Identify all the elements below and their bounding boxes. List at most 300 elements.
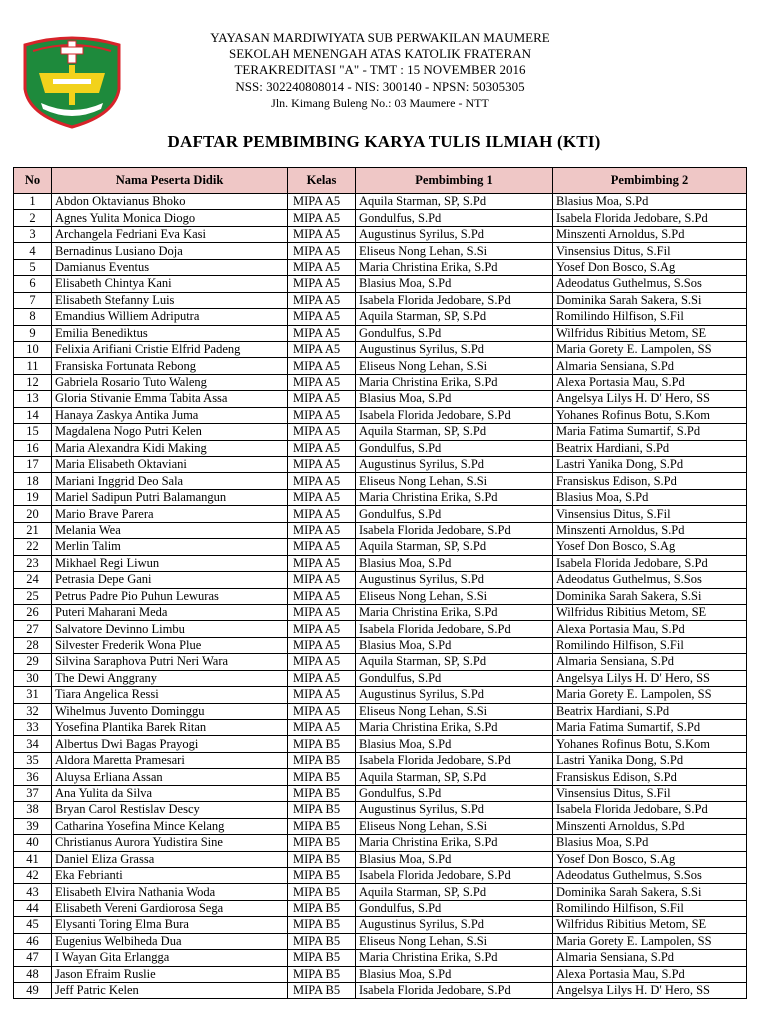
class-name: MIPA A5 — [288, 259, 356, 275]
table-row — [14, 210, 747, 226]
table-row — [14, 983, 747, 999]
student-name: Wihelmus Juvento Dominggu — [52, 703, 288, 719]
student-name: Silvester Frederik Wona Plue — [52, 637, 288, 653]
supervisor-2: Maria Gorety E. Lampolen, SS — [553, 341, 747, 357]
row-number: 21 — [14, 522, 52, 538]
supervisor-2: Fransiskus Edison, S.Pd — [553, 769, 747, 785]
supervisor-2: Adeodatus Guthelmus, S.Sos — [553, 867, 747, 883]
supervisor-1: Augustinus Syrilus, S.Pd — [356, 917, 553, 933]
supervisor-1: Maria Christina Erika, S.Pd — [356, 950, 553, 966]
supervisor-2: Almaria Sensiana, S.Pd — [553, 654, 747, 670]
row-number: 25 — [14, 588, 52, 604]
table-header-row — [14, 168, 747, 194]
student-name: Emandius Williem Adriputra — [52, 309, 288, 325]
row-number: 33 — [14, 720, 52, 736]
table-row — [14, 374, 747, 390]
row-number: 36 — [14, 769, 52, 785]
student-name: Petrasia Depe Gani — [52, 572, 288, 588]
table-row — [14, 621, 747, 637]
row-number: 18 — [14, 473, 52, 489]
student-name: Eugenius Welbiheda Dua — [52, 933, 288, 949]
supervisor-1: Augustinus Syrilus, S.Pd — [356, 572, 553, 588]
row-number: 32 — [14, 703, 52, 719]
student-name: Elysanti Toring Elma Bura — [52, 917, 288, 933]
student-name: Albertus Dwi Bagas Prayogi — [52, 736, 288, 752]
class-name: MIPA B5 — [288, 802, 356, 818]
row-number: 28 — [14, 637, 52, 653]
row-number: 2 — [14, 210, 52, 226]
school-crest-icon — [19, 33, 125, 129]
supervisor-2: Lastri Yanika Dong, S.Pd — [553, 752, 747, 768]
supervisor-2: Wilfridus Ribitius Metom, SE — [553, 917, 747, 933]
header-no: No — [14, 168, 52, 194]
class-name: MIPA B5 — [288, 867, 356, 883]
table-row — [14, 325, 747, 341]
supervisor-1: Aquila Starman, SP, S.Pd — [356, 769, 553, 785]
class-name: MIPA A5 — [288, 391, 356, 407]
student-name: Agnes Yulita Monica Diogo — [52, 210, 288, 226]
row-number: 30 — [14, 670, 52, 686]
table-body — [14, 194, 747, 999]
table-row — [14, 358, 747, 374]
supervisor-2: Isabela Florida Jedobare, S.Pd — [553, 802, 747, 818]
supervisor-1: Isabela Florida Jedobare, S.Pd — [356, 407, 553, 423]
student-name: Mikhael Regi Liwun — [52, 555, 288, 571]
row-number: 41 — [14, 851, 52, 867]
student-name: I Wayan Gita Erlangga — [52, 950, 288, 966]
class-name: MIPA B5 — [288, 900, 356, 916]
table-row — [14, 769, 747, 785]
supervisor-table — [13, 167, 747, 999]
supervisor-2: Beatrix Hardiani, S.Pd — [553, 440, 747, 456]
row-number: 9 — [14, 325, 52, 341]
supervisor-2: Alexa Portasia Mau, S.Pd — [553, 374, 747, 390]
student-name: Aldora Maretta Pramesari — [52, 752, 288, 768]
table-row — [14, 785, 747, 801]
supervisor-1: Gondulfus, S.Pd — [356, 440, 553, 456]
header-supervisor-2: Pembimbing 2 — [553, 168, 747, 194]
student-name: Christianus Aurora Yudistira Sine — [52, 835, 288, 851]
supervisor-2: Yohanes Rofinus Botu, S.Kom — [553, 736, 747, 752]
table-row — [14, 736, 747, 752]
supervisor-1: Eliseus Nong Lehan, S.Si — [356, 703, 553, 719]
supervisor-1: Isabela Florida Jedobare, S.Pd — [356, 867, 553, 883]
supervisor-1: Aquila Starman, SP, S.Pd — [356, 309, 553, 325]
class-name: MIPA A5 — [288, 292, 356, 308]
table-row — [14, 341, 747, 357]
row-number: 34 — [14, 736, 52, 752]
student-name: Emilia Benediktus — [52, 325, 288, 341]
table-row — [14, 950, 747, 966]
header-class: Kelas — [288, 168, 356, 194]
row-number: 45 — [14, 917, 52, 933]
school-address: Jln. Kimang Buleng No.: 03 Maumere - NTT — [271, 95, 489, 110]
class-name: MIPA A5 — [288, 194, 356, 210]
student-name: Bernadinus Lusiano Doja — [52, 243, 288, 259]
student-name: Gabriela Rosario Tuto Waleng — [52, 374, 288, 390]
supervisor-1: Augustinus Syrilus, S.Pd — [356, 341, 553, 357]
supervisor-1: Blasius Moa, S.Pd — [356, 966, 553, 982]
table-row — [14, 292, 747, 308]
class-name: MIPA B5 — [288, 917, 356, 933]
table-row — [14, 440, 747, 456]
row-number: 7 — [14, 292, 52, 308]
table-row — [14, 588, 747, 604]
row-number: 10 — [14, 341, 52, 357]
supervisor-2: Alexa Portasia Mau, S.Pd — [553, 621, 747, 637]
supervisor-2: Almaria Sensiana, S.Pd — [553, 950, 747, 966]
class-name: MIPA B5 — [288, 950, 356, 966]
class-name: MIPA A5 — [288, 654, 356, 670]
row-number: 37 — [14, 785, 52, 801]
table-row — [14, 194, 747, 210]
student-name: Ana Yulita da Silva — [52, 785, 288, 801]
class-name: MIPA A5 — [288, 407, 356, 423]
letterhead — [160, 30, 600, 111]
row-number: 44 — [14, 900, 52, 916]
supervisor-1: Augustinus Syrilus, S.Pd — [356, 687, 553, 703]
row-number: 46 — [14, 933, 52, 949]
row-number: 48 — [14, 966, 52, 982]
supervisor-2: Dominika Sarah Sakera, S.Si — [553, 292, 747, 308]
table-row — [14, 276, 747, 292]
supervisor-1: Blasius Moa, S.Pd — [356, 637, 553, 653]
class-name: MIPA A5 — [288, 539, 356, 555]
supervisor-1: Aquila Starman, SP, S.Pd — [356, 194, 553, 210]
supervisor-2: Maria Gorety E. Lampolen, SS — [553, 933, 747, 949]
supervisor-1: Gondulfus, S.Pd — [356, 506, 553, 522]
class-name: MIPA A5 — [288, 572, 356, 588]
supervisor-2: Minszenti Arnoldus, S.Pd — [553, 522, 747, 538]
accreditation: TERAKREDITASI "A" - TMT : 15 NOVEMBER 2016 — [234, 62, 526, 78]
supervisor-1: Augustinus Syrilus, S.Pd — [356, 226, 553, 242]
row-number: 24 — [14, 572, 52, 588]
table-row — [14, 407, 747, 423]
class-name: MIPA A5 — [288, 506, 356, 522]
supervisor-2: Angelsya Lilys H. D' Hero, SS — [553, 983, 747, 999]
table-row — [14, 489, 747, 505]
student-name: Mariel Sadipun Putri Balamangun — [52, 489, 288, 505]
class-name: MIPA A5 — [288, 670, 356, 686]
student-name: Jason Efraim Ruslie — [52, 966, 288, 982]
class-name: MIPA A5 — [288, 621, 356, 637]
supervisor-2: Isabela Florida Jedobare, S.Pd — [553, 555, 747, 571]
student-name: Mario Brave Parera — [52, 506, 288, 522]
row-number: 35 — [14, 752, 52, 768]
class-name: MIPA B5 — [288, 785, 356, 801]
class-name: MIPA B5 — [288, 835, 356, 851]
table-row — [14, 391, 747, 407]
class-name: MIPA B5 — [288, 884, 356, 900]
supervisor-1: Isabela Florida Jedobare, S.Pd — [356, 752, 553, 768]
supervisor-1: Blasius Moa, S.Pd — [356, 276, 553, 292]
row-number: 43 — [14, 884, 52, 900]
student-name: Aluysa Erliana Assan — [52, 769, 288, 785]
row-number: 39 — [14, 818, 52, 834]
student-name: The Dewi Anggrany — [52, 670, 288, 686]
supervisor-1: Eliseus Nong Lehan, S.Si — [356, 358, 553, 374]
supervisor-1: Aquila Starman, SP, S.Pd — [356, 539, 553, 555]
supervisor-1: Maria Christina Erika, S.Pd — [356, 259, 553, 275]
supervisor-1: Isabela Florida Jedobare, S.Pd — [356, 621, 553, 637]
student-name: Elisabeth Stefanny Luis — [52, 292, 288, 308]
supervisor-1: Maria Christina Erika, S.Pd — [356, 835, 553, 851]
document-title: DAFTAR PEMBIMBING KARYA TULIS ILMIAH (KTI) — [167, 132, 601, 151]
student-name: Maria Elisabeth Oktaviani — [52, 457, 288, 473]
student-name: Jeff Patric Kelen — [52, 983, 288, 999]
supervisor-2: Dominika Sarah Sakera, S.Si — [553, 588, 747, 604]
supervisor-2: Romilindo Hilfison, S.Fil — [553, 309, 747, 325]
class-name: MIPA A5 — [288, 555, 356, 571]
table-row — [14, 884, 747, 900]
table-row — [14, 654, 747, 670]
table-row — [14, 687, 747, 703]
header-supervisor-1: Pembimbing 1 — [356, 168, 553, 194]
table-row — [14, 851, 747, 867]
student-name: Bryan Carol Restislav Descy — [52, 802, 288, 818]
table-row — [14, 522, 747, 538]
supervisor-2: Adeodatus Guthelmus, S.Sos — [553, 276, 747, 292]
class-name: MIPA A5 — [288, 374, 356, 390]
supervisor-2: Minszenti Arnoldus, S.Pd — [553, 818, 747, 834]
row-number: 15 — [14, 424, 52, 440]
supervisor-2: Blasius Moa, S.Pd — [553, 194, 747, 210]
supervisor-2: Yosef Don Bosco, S.Ag — [553, 539, 747, 555]
supervisor-2: Angelsya Lilys H. D' Hero, SS — [553, 391, 747, 407]
class-name: MIPA A5 — [288, 309, 356, 325]
row-number: 47 — [14, 950, 52, 966]
supervisor-2: Wilfridus Ribitius Metom, SE — [553, 325, 747, 341]
supervisor-2: Isabela Florida Jedobare, S.Pd — [553, 210, 747, 226]
class-name: MIPA A5 — [288, 473, 356, 489]
student-name: Felixia Arifiani Cristie Elfrid Padeng — [52, 341, 288, 357]
row-number: 49 — [14, 983, 52, 999]
supervisor-1: Maria Christina Erika, S.Pd — [356, 374, 553, 390]
supervisor-1: Maria Christina Erika, S.Pd — [356, 720, 553, 736]
supervisor-1: Blasius Moa, S.Pd — [356, 736, 553, 752]
supervisor-1: Gondulfus, S.Pd — [356, 670, 553, 686]
student-name: Elisabeth Elvira Nathania Woda — [52, 884, 288, 900]
table-row — [14, 752, 747, 768]
class-name: MIPA B5 — [288, 851, 356, 867]
class-name: MIPA A5 — [288, 210, 356, 226]
supervisor-1: Gondulfus, S.Pd — [356, 325, 553, 341]
class-name: MIPA A5 — [288, 243, 356, 259]
supervisor-2: Lastri Yanika Dong, S.Pd — [553, 457, 747, 473]
table-row — [14, 424, 747, 440]
row-number: 38 — [14, 802, 52, 818]
student-name: Daniel Eliza Grassa — [52, 851, 288, 867]
table-row — [14, 259, 747, 275]
supervisor-1: Gondulfus, S.Pd — [356, 785, 553, 801]
student-name: Puteri Maharani Meda — [52, 604, 288, 620]
foundation-name: YAYASAN MARDIWIYATA SUB PERWAKILAN MAUMERE — [210, 30, 550, 45]
supervisor-1: Isabela Florida Jedobare, S.Pd — [356, 983, 553, 999]
student-name: Merlin Talim — [52, 539, 288, 555]
class-name: MIPA A5 — [288, 687, 356, 703]
supervisor-1: Aquila Starman, SP, S.Pd — [356, 654, 553, 670]
supervisor-1: Eliseus Nong Lehan, S.Si — [356, 818, 553, 834]
table-row — [14, 917, 747, 933]
school-name: SEKOLAH MENENGAH ATAS KATOLIK FRATERAN — [228, 46, 532, 62]
student-name: Petrus Padre Pio Puhun Lewuras — [52, 588, 288, 604]
supervisor-1: Eliseus Nong Lehan, S.Si — [356, 933, 553, 949]
class-name: MIPA B5 — [288, 966, 356, 982]
class-name: MIPA B5 — [288, 752, 356, 768]
supervisor-2: Maria Gorety E. Lampolen, SS — [553, 687, 747, 703]
table-row — [14, 473, 747, 489]
supervisor-1: Maria Christina Erika, S.Pd — [356, 604, 553, 620]
row-number: 14 — [14, 407, 52, 423]
supervisor-1: Gondulfus, S.Pd — [356, 900, 553, 916]
supervisor-2: Alexa Portasia Mau, S.Pd — [553, 966, 747, 982]
supervisor-1: Eliseus Nong Lehan, S.Si — [356, 473, 553, 489]
student-name: Mariani Inggrid Deo Sala — [52, 473, 288, 489]
supervisor-2: Fransiskus Edison, S.Pd — [553, 473, 747, 489]
supervisor-2: Vinsensius Ditus, S.Fil — [553, 785, 747, 801]
row-number: 1 — [14, 194, 52, 210]
row-number: 13 — [14, 391, 52, 407]
row-number: 22 — [14, 539, 52, 555]
supervisor-2: Wilfridus Ribitius Metom, SE — [553, 604, 747, 620]
supervisor-1: Aquila Starman, SP, S.Pd — [356, 424, 553, 440]
student-name: Melania Wea — [52, 522, 288, 538]
table-row — [14, 539, 747, 555]
class-name: MIPA A5 — [288, 637, 356, 653]
table-row — [14, 966, 747, 982]
class-name: MIPA A5 — [288, 341, 356, 357]
row-number: 40 — [14, 835, 52, 851]
supervisor-1: Isabela Florida Jedobare, S.Pd — [356, 292, 553, 308]
row-number: 11 — [14, 358, 52, 374]
student-name: Yosefina Plantika Barek Ritan — [52, 720, 288, 736]
student-name: Abdon Oktavianus Bhoko — [52, 194, 288, 210]
supervisor-2: Vinsensius Ditus, S.Fil — [553, 506, 747, 522]
supervisor-1: Isabela Florida Jedobare, S.Pd — [356, 522, 553, 538]
table-row — [14, 309, 747, 325]
supervisor-1: Gondulfus, S.Pd — [356, 210, 553, 226]
supervisor-2: Yosef Don Bosco, S.Ag — [553, 259, 747, 275]
supervisor-2: Blasius Moa, S.Pd — [553, 489, 747, 505]
row-number: 31 — [14, 687, 52, 703]
supervisor-2: Almaria Sensiana, S.Pd — [553, 358, 747, 374]
table-row — [14, 555, 747, 571]
table-row — [14, 933, 747, 949]
table-row — [14, 720, 747, 736]
row-number: 8 — [14, 309, 52, 325]
supervisor-2: Yosef Don Bosco, S.Ag — [553, 851, 747, 867]
supervisor-1: Maria Christina Erika, S.Pd — [356, 489, 553, 505]
supervisor-2: Dominika Sarah Sakera, S.Si — [553, 884, 747, 900]
row-number: 17 — [14, 457, 52, 473]
table-row — [14, 818, 747, 834]
row-number: 12 — [14, 374, 52, 390]
header-student-name: Nama Peserta Didik — [52, 168, 288, 194]
supervisor-2: Maria Fatima Sumartif, S.Pd — [553, 720, 747, 736]
class-name: MIPA A5 — [288, 703, 356, 719]
class-name: MIPA A5 — [288, 358, 356, 374]
table-row — [14, 226, 747, 242]
student-name: Archangela Fedriani Eva Kasi — [52, 226, 288, 242]
supervisor-2: Blasius Moa, S.Pd — [553, 835, 747, 851]
class-name: MIPA A5 — [288, 440, 356, 456]
student-name: Silvina Saraphova Putri Neri Wara — [52, 654, 288, 670]
student-name: Gloria Stivanie Emma Tabita Assa — [52, 391, 288, 407]
supervisor-2: Angelsya Lilys H. D' Hero, SS — [553, 670, 747, 686]
row-number: 23 — [14, 555, 52, 571]
class-name: MIPA A5 — [288, 604, 356, 620]
supervisor-2: Romilindo Hilfison, S.Fil — [553, 900, 747, 916]
student-name: Damianus Eventus — [52, 259, 288, 275]
class-name: MIPA A5 — [288, 276, 356, 292]
supervisor-2: Romilindo Hilfison, S.Fil — [553, 637, 747, 653]
row-number: 20 — [14, 506, 52, 522]
student-name: Eka Febrianti — [52, 867, 288, 883]
student-name: Catharina Yosefina Mince Kelang — [52, 818, 288, 834]
class-name: MIPA A5 — [288, 226, 356, 242]
class-name: MIPA A5 — [288, 325, 356, 341]
row-number: 27 — [14, 621, 52, 637]
class-name: MIPA B5 — [288, 818, 356, 834]
class-name: MIPA B5 — [288, 933, 356, 949]
supervisor-2: Yohanes Rofinus Botu, S.Kom — [553, 407, 747, 423]
row-number: 3 — [14, 226, 52, 242]
student-name: Elisabeth Chintya Kani — [52, 276, 288, 292]
student-name: Magdalena Nogo Putri Kelen — [52, 424, 288, 440]
class-name: MIPA B5 — [288, 769, 356, 785]
table-row — [14, 703, 747, 719]
row-number: 42 — [14, 867, 52, 883]
supervisor-2: Minszenti Arnoldus, S.Pd — [553, 226, 747, 242]
class-name: MIPA B5 — [288, 736, 356, 752]
supervisor-1: Aquila Starman, SP, S.Pd — [356, 884, 553, 900]
supervisor-1: Augustinus Syrilus, S.Pd — [356, 802, 553, 818]
row-number: 19 — [14, 489, 52, 505]
table-row — [14, 604, 747, 620]
row-number: 26 — [14, 604, 52, 620]
school-ids: NSS: 302240808014 - NIS: 300140 - NPSN: 50305305 — [235, 78, 525, 94]
row-number: 16 — [14, 440, 52, 456]
student-name: Fransiska Fortunata Rebong — [52, 358, 288, 374]
supervisor-1: Eliseus Nong Lehan, S.Si — [356, 243, 553, 259]
class-name: MIPA A5 — [288, 457, 356, 473]
supervisor-2: Beatrix Hardiani, S.Pd — [553, 703, 747, 719]
table-row — [14, 243, 747, 259]
row-number: 4 — [14, 243, 52, 259]
student-name: Maria Alexandra Kidi Making — [52, 440, 288, 456]
table-row — [14, 572, 747, 588]
student-name: Salvatore Devinno Limbu — [52, 621, 288, 637]
row-number: 29 — [14, 654, 52, 670]
row-number: 5 — [14, 259, 52, 275]
supervisor-1: Blasius Moa, S.Pd — [356, 555, 553, 571]
class-name: MIPA A5 — [288, 720, 356, 736]
table-row — [14, 637, 747, 653]
table-row — [14, 867, 747, 883]
class-name: MIPA A5 — [288, 522, 356, 538]
supervisor-1: Eliseus Nong Lehan, S.Si — [356, 588, 553, 604]
class-name: MIPA A5 — [288, 489, 356, 505]
class-name: MIPA A5 — [288, 424, 356, 440]
student-name: Tiara Angelica Ressi — [52, 687, 288, 703]
table-row — [14, 457, 747, 473]
supervisor-2: Adeodatus Guthelmus, S.Sos — [553, 572, 747, 588]
table-row — [14, 506, 747, 522]
row-number: 6 — [14, 276, 52, 292]
supervisor-1: Augustinus Syrilus, S.Pd — [356, 457, 553, 473]
supervisor-1: Blasius Moa, S.Pd — [356, 391, 553, 407]
supervisor-2: Maria Fatima Sumartif, S.Pd — [553, 424, 747, 440]
